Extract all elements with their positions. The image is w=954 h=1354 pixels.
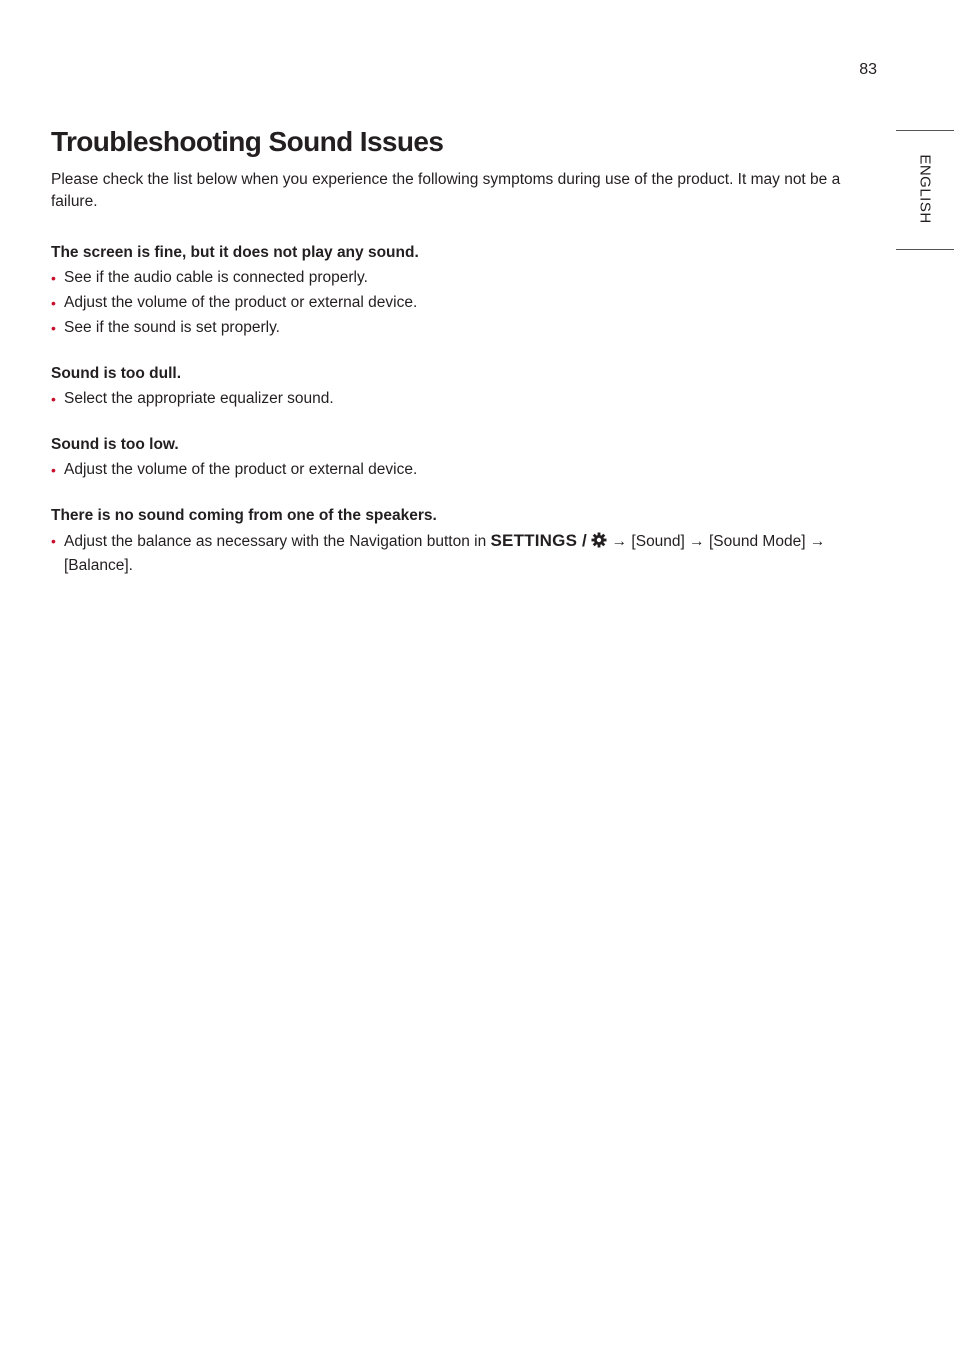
menu-path-sound-mode: [Sound Mode]	[708, 533, 806, 550]
list-item: • See if the audio cable is connected properly.	[51, 267, 851, 289]
gear-icon	[591, 532, 607, 555]
main-content	[51, 124, 851, 580]
section-title: The screen is fine, but it does not play any sound.	[51, 244, 419, 261]
arrow-right-icon: →	[809, 533, 826, 550]
list-item: • Adjust the volume of the product or external device.	[51, 459, 851, 481]
bullet-list	[51, 530, 851, 577]
page-title: Troubleshooting Sound Issues	[51, 126, 444, 157]
language-side-tab	[896, 130, 954, 250]
bullet-icon: •	[51, 391, 56, 407]
section-sound-low	[51, 434, 851, 481]
list-item: • Select the appropriate equalizer sound.	[51, 388, 851, 410]
bullet-icon: •	[51, 320, 56, 336]
section-no-sound	[51, 242, 851, 339]
bullet-list	[51, 459, 851, 481]
bullet-icon: •	[51, 462, 56, 478]
bullet-icon: •	[51, 270, 56, 286]
language-label: ENGLISH	[916, 154, 934, 224]
bullet-icon: •	[51, 533, 56, 549]
section-one-speaker	[51, 505, 851, 577]
page-number: 83	[859, 61, 877, 78]
section-title: Sound is too low.	[51, 436, 179, 453]
bullet-icon: •	[51, 295, 56, 311]
intro-text: Please check the list below when you experience the following symptoms during use of the product. It may not be a failure.	[51, 171, 841, 210]
arrow-right-icon: →	[611, 533, 628, 550]
menu-path-balance: [Balance].	[64, 557, 133, 574]
menu-path-sound: [Sound]	[631, 533, 685, 550]
section-title: Sound is too dull.	[51, 365, 182, 382]
settings-label: SETTINGS /	[490, 531, 587, 550]
list-item: • See if the sound is set properly.	[51, 317, 851, 339]
list-item: • Adjust the balance as necessary with the Navigation button in SETTINGS / → [Sound] → [Sound Mode] → [Balance].	[51, 531, 826, 574]
section-sound-dull	[51, 363, 851, 410]
section-title: There is no sound coming from one of the speakers.	[51, 507, 437, 524]
bullet-list	[51, 388, 851, 410]
list-item: • Adjust the volume of the product or external device.	[51, 292, 851, 314]
bullet-list	[51, 267, 851, 339]
arrow-right-icon: →	[689, 533, 705, 550]
